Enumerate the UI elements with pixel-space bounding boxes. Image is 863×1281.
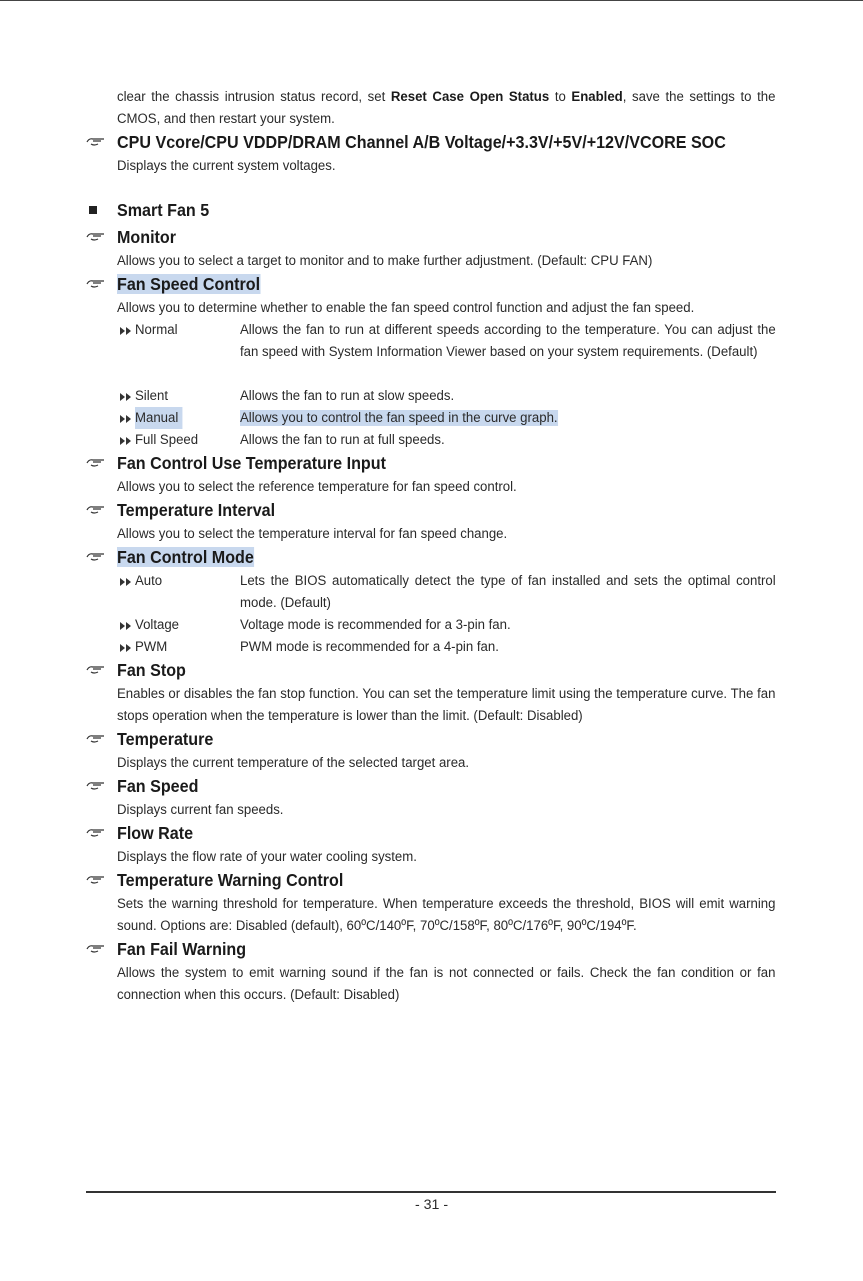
- section-title: Fan Fail Warning: [117, 939, 247, 959]
- option-desc: Allows you to control the fan speed in the curve graph.: [240, 410, 558, 426]
- option-row: [0, 319, 863, 385]
- option-desc: Voltage mode is recommended for a 3-pin fan.: [240, 617, 511, 633]
- pointing-hand-icon: [86, 780, 106, 792]
- double-arrow-icon: [119, 327, 133, 335]
- section-smart-fan: [0, 198, 863, 223]
- option-row: [0, 407, 863, 429]
- page-number: - 31 -: [414, 1197, 449, 1213]
- option-row: [0, 614, 863, 636]
- option-name: Normal: [135, 322, 178, 338]
- section-desc: Sets the warning threshold for temperature. When temperature exceeds the threshold, BIOS will emit warning sound. Options are: Disabled (default), 60ºC/140ºF, 70ºC/158ºF, 80ºC/176ºF, 90ºC/194ºF.: [117, 896, 776, 934]
- section-fan-fail: [0, 937, 863, 962]
- manual-page-content: [0, 86, 863, 1006]
- section-title: Fan Speed Control: [117, 274, 261, 294]
- section-temperature: [0, 727, 863, 752]
- section-desc: Enables or disables the fan stop function. You can set the temperature limit using the temperature curve. The fan stops operation when the temperature is lower than the limit. (Default: Disabled): [117, 686, 776, 724]
- option-desc: PWM mode is recommended for a 4-pin fan.: [240, 639, 499, 655]
- section-title: Temperature Interval: [117, 500, 276, 520]
- pointing-hand-icon: [86, 504, 106, 516]
- section-desc: Allows you to select a target to monitor and to make further adjustment. (Default: CPU FAN): [117, 253, 653, 269]
- section-title: Temperature Warning Control: [117, 870, 344, 890]
- section-title: Fan Stop: [117, 660, 186, 680]
- option-name: Auto: [135, 573, 163, 589]
- pointing-hand-icon: [86, 457, 106, 469]
- section-desc: Displays current fan speeds.: [117, 802, 284, 818]
- section-title: Flow Rate: [117, 823, 194, 843]
- option-row: [0, 385, 863, 407]
- section-desc: Displays the flow rate of your water cooling system.: [117, 849, 417, 865]
- intro-paragraph: clear the chassis intrusion status record, set Reset Case Open Status to Enabled, save the settings to the CMOS, and then restart your system.: [117, 89, 776, 127]
- pointing-hand-icon: [86, 231, 106, 243]
- section-desc: Allows you to determine whether to enable the fan speed control function and adjust the fan speed.: [117, 300, 695, 316]
- section-title: Temperature: [117, 729, 214, 749]
- option-desc: Lets the BIOS automatically detect the type of fan installed and sets the optimal control mode. (Default): [240, 573, 776, 611]
- section-temp-warning: [0, 868, 863, 893]
- top-rule: [0, 0, 863, 1]
- option-name: Silent: [135, 388, 169, 404]
- section-title: CPU Vcore/CPU VDDP/DRAM Channel A/B Voltage/+3.3V/+5V/+12V/VCORE SOC: [117, 132, 726, 152]
- pointing-hand-icon: [86, 664, 106, 676]
- pointing-hand-icon: [86, 551, 106, 563]
- section-desc: Displays the current temperature of the selected target area.: [117, 755, 470, 771]
- double-arrow-icon: [119, 578, 133, 586]
- section-desc: Allows you to select the temperature interval for fan speed change.: [117, 526, 508, 542]
- option-name: Full Speed: [135, 432, 199, 448]
- section-temp-input: [0, 451, 863, 476]
- section-temp-interval: [0, 498, 863, 523]
- section-fan-control-mode: [0, 545, 863, 570]
- section-desc: Allows the system to emit warning sound if the fan is not connected or fails. Check the fan condition or fan connection when this occurs. (Default: Disabled): [117, 965, 776, 1003]
- section-desc: Displays the current system voltages.: [117, 158, 336, 174]
- square-bullet-icon: [89, 206, 97, 214]
- pointing-hand-icon: [86, 733, 106, 745]
- pointing-hand-icon: [86, 827, 106, 839]
- section-title: Fan Speed: [117, 776, 199, 796]
- section-fan-speed: [0, 774, 863, 799]
- option-row: [0, 429, 863, 451]
- section-title: Monitor: [117, 227, 177, 247]
- pointing-hand-icon: [86, 874, 106, 886]
- option-name: Manual: [135, 407, 182, 429]
- option-desc: Allows the fan to run at different speeds according to the temperature. You can adjust the fan speed with System Information Viewer based on your system requirements. (Default): [240, 322, 776, 360]
- section-title: Fan Control Use Temperature Input: [117, 453, 386, 473]
- pointing-hand-icon: [86, 278, 106, 290]
- section-voltage: [0, 130, 863, 155]
- double-arrow-icon: [119, 437, 133, 445]
- option-name: PWM: [135, 639, 168, 655]
- double-arrow-icon: [119, 415, 133, 423]
- pointing-hand-icon: [86, 943, 106, 955]
- option-row: [0, 636, 863, 658]
- double-arrow-icon: [119, 393, 133, 401]
- section-fan-speed-control: [0, 272, 863, 297]
- option-row: [0, 570, 863, 614]
- double-arrow-icon: [119, 644, 133, 652]
- section-title: Smart Fan 5: [117, 200, 210, 220]
- section-desc: Allows you to select the reference temperature for fan speed control.: [117, 479, 517, 495]
- section-flow-rate: [0, 821, 863, 846]
- double-arrow-icon: [119, 622, 133, 630]
- section-title: Fan Control Mode: [117, 547, 254, 567]
- option-desc: Allows the fan to run at full speeds.: [240, 432, 445, 448]
- section-monitor: [0, 225, 863, 250]
- pointing-hand-icon: [86, 136, 106, 148]
- footer-rule: [86, 1191, 776, 1193]
- option-desc: Allows the fan to run at slow speeds.: [240, 388, 455, 404]
- section-fan-stop: [0, 658, 863, 683]
- option-name: Voltage: [135, 617, 180, 633]
